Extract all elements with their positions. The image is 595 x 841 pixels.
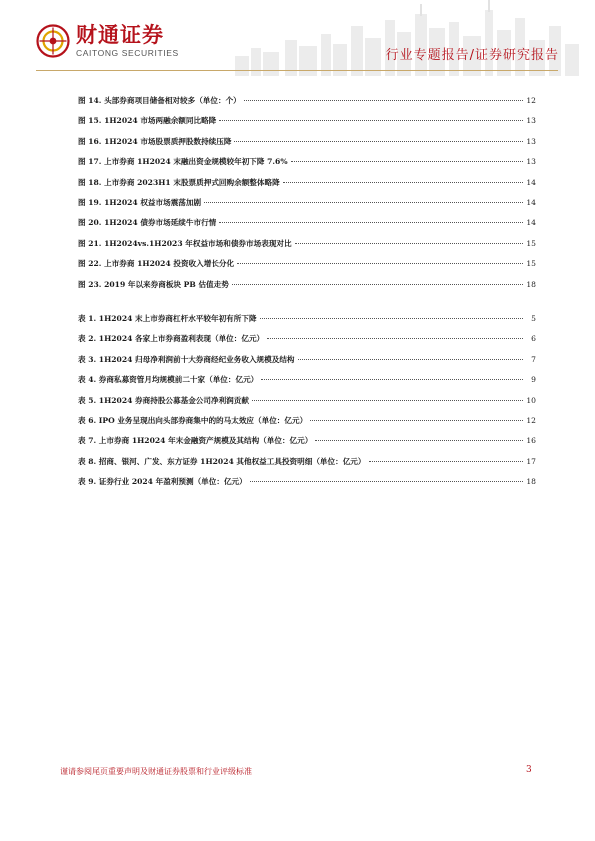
table-list: [78, 313, 536, 497]
toc-entry[interactable]: [78, 177, 536, 197]
dot-leader: [252, 400, 523, 401]
dot-leader: [219, 222, 523, 223]
toc-entry[interactable]: [78, 313, 536, 333]
dot-leader: [267, 338, 523, 339]
toc-entry-page: 5: [531, 314, 536, 323]
footer-disclaimer: 谨请参阅尾页重要声明及财通证券股票和行业评级标准: [60, 767, 252, 776]
toc-entry[interactable]: [78, 258, 536, 278]
caitong-logo-icon: [36, 24, 70, 58]
toc-entry-title: 表 7. 上市券商 1H2024 年末金融资产规模及其结构（单位：亿元）: [78, 436, 313, 446]
toc-entry-page: 14: [526, 218, 536, 228]
toc-entry[interactable]: [78, 95, 536, 115]
toc-entry[interactable]: [78, 415, 536, 435]
toc-entry[interactable]: [78, 217, 536, 237]
toc-entry[interactable]: [78, 136, 536, 156]
toc-entry-page: 14: [526, 177, 536, 187]
toc-entry-page: 15: [526, 259, 536, 269]
toc-entry[interactable]: [78, 238, 536, 258]
toc-entry-title: 图 14. 头部券商项目储备相对较多（单位：个）: [78, 96, 241, 105]
toc-entry-page: 18: [526, 279, 536, 289]
dot-leader: [369, 461, 524, 462]
dot-leader: [237, 263, 523, 264]
toc-entry-page: 16: [526, 436, 536, 446]
figure-list: [78, 95, 536, 299]
toc-entry-title: 图 21. 1H2024vs.1H2023 年权益市场和债券市场表现对比: [78, 238, 292, 248]
toc-entry-title: 表 5. 1H2024 券商持股公募基金公司净利润贡献: [78, 395, 249, 405]
toc-entry[interactable]: [78, 374, 536, 394]
toc-entry-title: 图 15. 1H2024 市场两融余额同比略降: [78, 116, 217, 126]
toc-entry[interactable]: [78, 156, 536, 176]
toc-entry-title: 图 16. 1H2024 市场股票质押股数持续压降: [78, 136, 232, 146]
toc-entry-page: 13: [526, 157, 536, 167]
toc-entry-title: 图 20. 1H2024 债券市场延续牛市行情: [78, 218, 217, 228]
toc-entry-page: 10: [526, 395, 536, 405]
toc-entry[interactable]: [78, 197, 536, 217]
toc-entry[interactable]: [78, 279, 536, 299]
toc-entry-title: 图 22. 上市券商 1H2024 投资收入增长分化: [78, 259, 235, 269]
header-divider: [36, 70, 558, 71]
dot-leader: [250, 481, 523, 482]
dot-leader: [204, 202, 523, 203]
page-header: [0, 0, 595, 80]
toc-entry-page: 18: [526, 477, 536, 487]
dot-leader: [260, 318, 523, 319]
toc-entry-title: 表 4. 券商私募资管月均规模前二十家（单位：亿元）: [78, 375, 259, 385]
toc-entry-page: 13: [526, 116, 536, 126]
dot-leader: [291, 161, 523, 162]
toc-entry[interactable]: [78, 435, 536, 455]
page-number: 3: [526, 765, 532, 775]
dot-leader: [295, 243, 523, 244]
dot-leader: [298, 359, 523, 360]
toc-entry-page: 12: [526, 96, 536, 105]
toc-entry-page: 6: [531, 334, 536, 344]
toc-entry-title: 图 19. 1H2024 权益市场震荡加剧: [78, 197, 202, 207]
toc-entry-page: 17: [526, 456, 536, 466]
logo-chinese-name: 财通证券: [76, 23, 164, 47]
toc-entry-title: 表 2. 1H2024 各家上市券商盈利表现（单位：亿元）: [78, 334, 265, 344]
company-logo: [36, 24, 179, 58]
toc-entry-title: 表 3. 1H2024 归母净利润前十大券商经纪业务收入规模及结构: [78, 354, 295, 364]
toc-entry[interactable]: [78, 456, 536, 476]
toc-entry[interactable]: [78, 476, 536, 496]
toc-entry-page: 12: [526, 415, 536, 425]
dot-leader: [234, 141, 523, 142]
dot-leader: [315, 440, 523, 441]
report-type-label: 行业专题报告/证券研究报告: [385, 48, 559, 63]
dot-leader: [261, 379, 523, 380]
dot-leader: [310, 420, 523, 421]
toc-entry-page: 7: [531, 354, 536, 364]
toc-entry-page: 15: [526, 238, 536, 248]
dot-leader: [283, 182, 523, 183]
toc-entry[interactable]: [78, 354, 536, 374]
dot-leader: [244, 100, 523, 101]
toc-entry-title: 表 1. 1H2024 末上市券商杠杆水平较年初有所下降: [78, 314, 257, 323]
city-skyline-illustration: [215, 0, 595, 76]
logo-english-name: CAITONG SECURITIES: [76, 48, 179, 58]
toc-entry-title: 表 9. 证券行业 2024 年盈利预测（单位：亿元）: [78, 477, 247, 487]
toc-entry-title: 图 23. 2019 年以来券商板块 PB 估值走势: [78, 279, 229, 289]
toc-entry-title: 表 8. 招商、银河、广发、东方证券 1H2024 其他权益工具投资明细（单位：亿元）: [78, 456, 366, 466]
toc-entry[interactable]: [78, 333, 536, 353]
toc-entry-page: 13: [526, 136, 536, 146]
toc-entry[interactable]: [78, 395, 536, 415]
dot-leader: [232, 284, 523, 285]
toc-entry-title: 图 18. 上市券商 2023H1 末股票质押式回购余额整体略降: [78, 177, 280, 187]
toc-entry-title: 图 17. 上市券商 1H2024 末融出资金规模较年初下降 7.6%: [78, 157, 288, 167]
toc-entry-title: 表 6. IPO 业务呈现出向头部券商集中的的马太效应（单位：亿元）: [78, 415, 308, 425]
toc-entry-page: 9: [531, 375, 536, 385]
toc-entry[interactable]: [78, 115, 536, 135]
dot-leader: [219, 120, 523, 121]
toc-entry-page: 14: [526, 197, 536, 207]
